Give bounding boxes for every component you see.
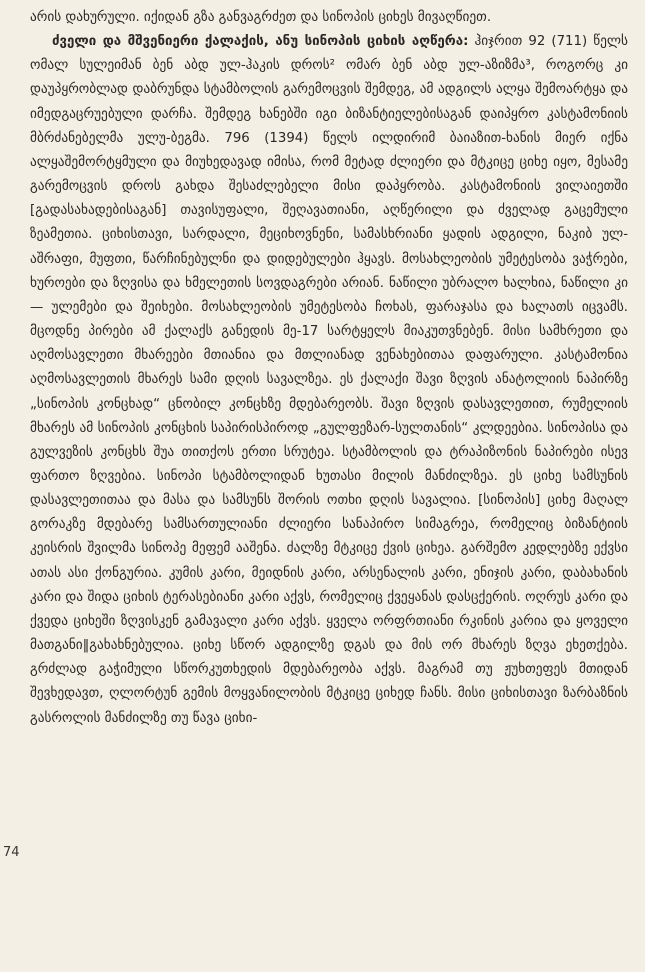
paragraph-intro: არის დახურული. იქიდან გზა განვაგრძეთ და სინოპის ციხეს მივაღწიეთ. xyxy=(30,10,492,25)
document-page xyxy=(30,6,628,968)
paragraph-lead-heading: ძველი და მშვენიერი ქალაქის, ანუ სინოპის ციხის აღწერა: xyxy=(52,34,469,50)
paragraph-body-text: ჰიჯრით 92 (711) წელს ომალ სულეიმან ბენ აბდ ულ-ჰაკის დროს² ომარ ბენ აბდ ულ-აზიზმა³, როგორც კი დაუპყრობლად დაბრუნდა სტამბოლის გარემოცვის შემდეგ, ამ ადგილს ალყა შემოარტყა და იმედგაცრუებული დარჩა. შემდეგ ხანებში იგი ბიზანტიელებისაგან დაიპყრო კასტამონიის მბრძანებელმა ულუ-ბეგმა. 796 (1394) წელს ილდირიმ ბაიაზით-ხანის მიერ იქნა ალყაშემორტყმული და მიუხედავად იმისა, რომ მეტად ძლიერი და მტკიცე ციხე იყო, მესამე გარემოცვის დროს გახდა შესაძლებელი მისი დაპყრობა. კასტამონიის ვილაიეთში [გადასახადებისაგან] თავისუფალი, შეღავათიანი, აღწერილი და ძველად გაცემული ზეამეთია. ციხისთავი, სარდალი, მეციხოვნენი, სამასხრიანი ყადის ადგილი, ნაკიბ ულ-აშრაფი, მუფთი, წარჩინებულნი და დიდებულები ჰყავს. მოსახლეობის უმეტესობა ვაჭრები, ხუროები და ზღვისა და ხმელეთის სოვდაგრები არიან. ნაწილი უბრალო ხალხია, ნაწილი კი — ულემები და შეიხები. მოსახლეობის უმეტესობა ჩოხას, ფარაჯასა და ხალათს იცვამს. მცოდნე პირები ამ ქალაქს განედის მე-17 სარტყელს მიაკუთვნებენ. მისი სამხრეთი და აღმოსავლეთი მხარეები მთიანია და მთლიანად ვენახებითაა დაფარული. კასტამონია აღმოსავლეთის მხარეს სამი დღის სავალზეა. ეს ქალაქი შავი ზღვის ანატოლიის ნაპირზე „სინოპის კონცხად“ ცნობილ კონცხზე მდებარეობს. შავი ზღვის დასავლეთით, რუმელიის მხარეს ამ სინოპის კონცხის საპირისპიროდ „გულფეზარ-სულთანის“ კლდეებია. სინოპისა და გულვეზის კონცხს შუა თითქოს ერთი სრუტეა. სტამბოლის და ტრაპიზონის ნაპირები ისევ ფართო ზღვებია. სინოპი სტამბოლიდან ხუთასი მილის მანძილზეა. ეს ციხე სამსუნის დასავლეთითაა და მასა და სამსუნს შორის ოთხი დღის სავალია. [სინოპის] ციხე მაღალ გორაკზე მდებარე სამსართულიანი ძლიერი სანაპირო სიმაგრეა, რომელიც ბიზანტიის კეისრის შვილმა სინოპე მეფემ ააშენა. ძალზე მტკიცე ქვის ციხეა. გარშემო კედლებზე ექვსი ათას ასი ქონგურია. კუმის კარი, მეიდნის კარი, არსენალის კარი, ენიჯის კარი, დაბახანის კარი და შიდა ციხის ტერასებიანი კარი აქვს, რომელიც ქვეყანას დასცქერის. ოღრუს კარი და ქვედა ციხეში ზღვისკენ გამავალი კარი აქვს. ყველა ორფრთიანი რკინის კარია და ყოველი მათგანი‖გახახნებულია. ციხე სწორ ადგილზე დგას და მის ორ მხარეს ზღვა ეხეთქება. გრძლად გაჭიმული სწორკუთხედის მდებარეობა აქვს. მაგრამ თუ ჟუხთეფეს მთიდან შევხედავთ, ღლორტუნ გემის მოყვანილობის მტკიცე ციხედ ჩანს. მისი ციხისთავი ზარბაზნის გასროლის მანძილზე თუ წავა ციხი- xyxy=(30,34,628,726)
paragraph-sinop-description xyxy=(30,30,628,731)
margin-page-number: 74 xyxy=(3,845,20,860)
